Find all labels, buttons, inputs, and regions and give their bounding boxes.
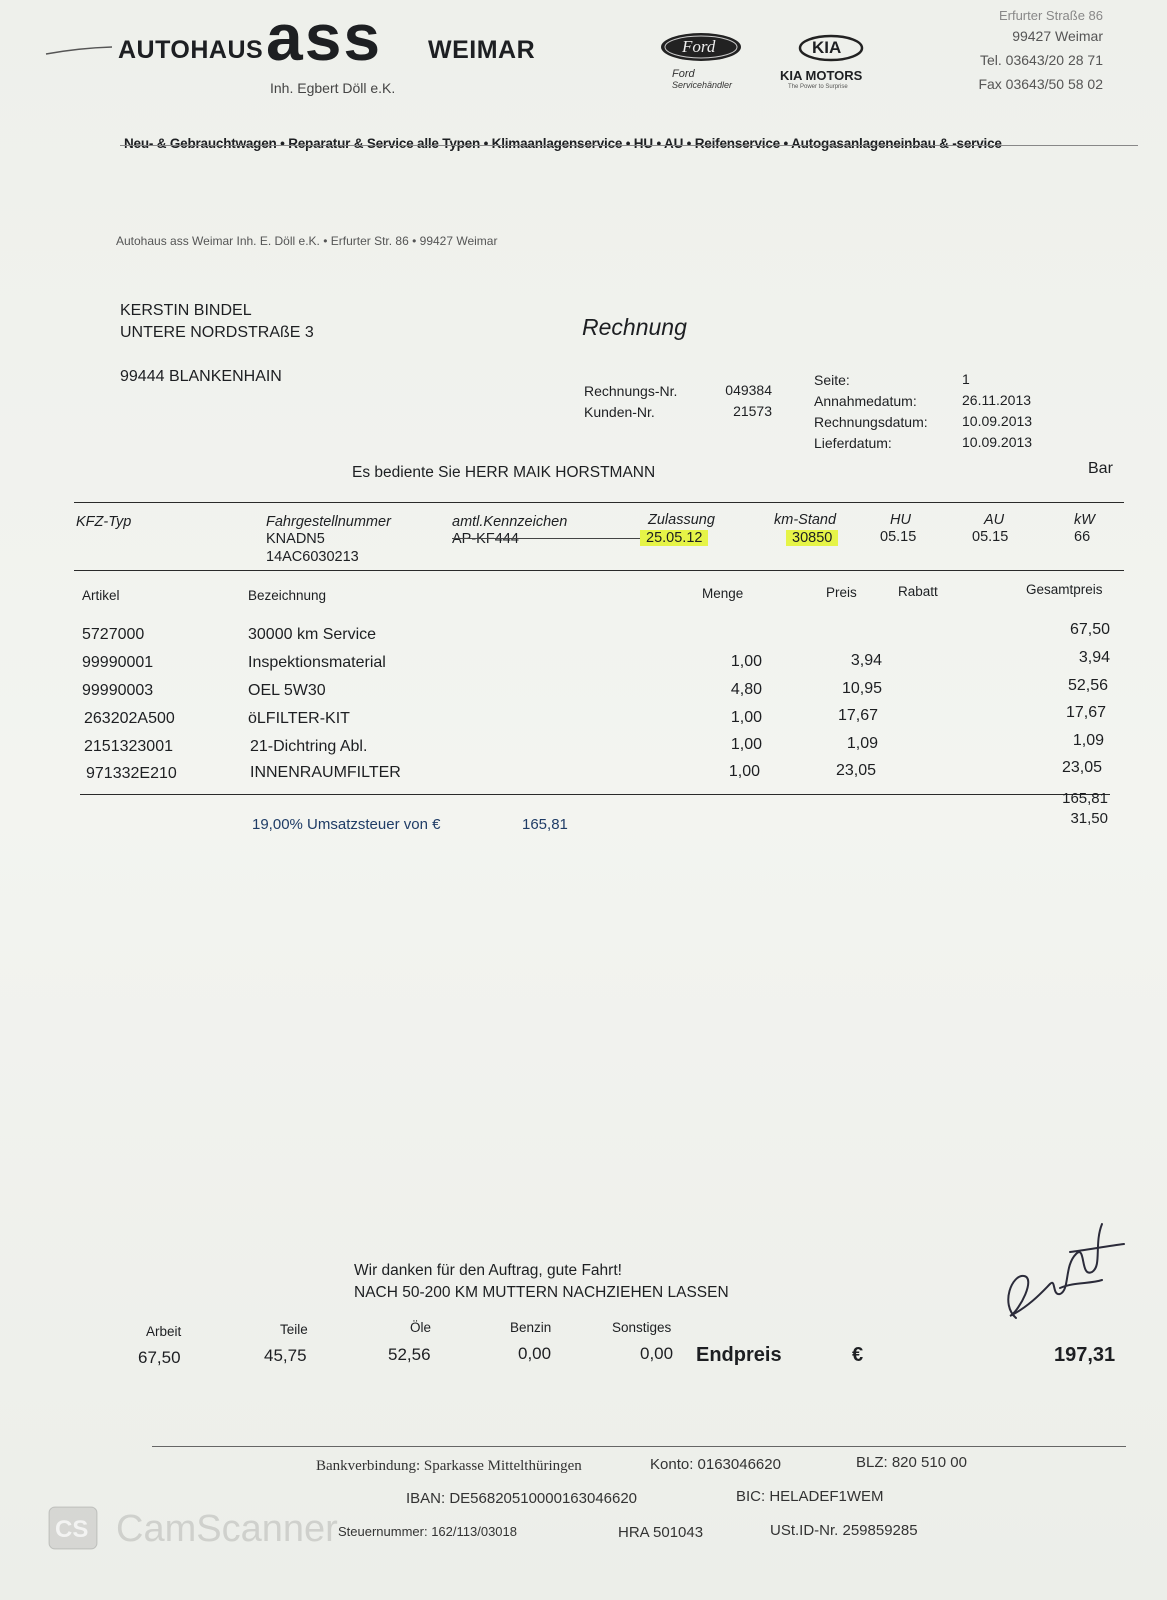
item-total: 23,05 (1061, 759, 1102, 776)
svg-text:CS: CS (55, 1516, 89, 1543)
ford-logo-text: Ford (682, 37, 716, 56)
kia-logo-text: KIA (812, 38, 842, 57)
item-quantity: 1,00 (728, 763, 760, 780)
vin-label: Fahrgestellnummer (266, 514, 391, 530)
item-price: 23,05 (835, 762, 876, 779)
delivery-date-label: Lieferdatum: (814, 435, 892, 451)
hu-date: 05.15 (880, 529, 917, 545)
parts-label: Teile (280, 1322, 308, 1337)
final-price: 197,31 (1054, 1344, 1116, 1366)
vehicle-bottom-rule (74, 570, 1124, 571)
bank-code: BLZ: 820 510 00 (856, 1454, 967, 1471)
recipient-city: 99444 BLANKENHAIN (120, 368, 282, 385)
owner-line: Inh. Egbert Döll e.K. (270, 80, 396, 96)
services-line: Neu- & Gebrauchtwagen • Reparatur & Service alle Typen • Klimaanlagenservice • HU • AU • Reifenservice • Autogasanlageneinbau & -service (124, 136, 1002, 151)
item-total: 3,94 (1078, 649, 1110, 666)
tax-base: 165,81 (522, 816, 568, 833)
customer-number-label: Kunden-Nr. (584, 404, 655, 420)
au-label: AU (984, 512, 1005, 528)
tax-text: 19,00% Umsatzsteuer von € (252, 816, 441, 833)
item-article: 99990003 (82, 682, 154, 699)
item-quantity: 4,80 (730, 681, 762, 698)
camscanner-watermark: CamScanner (116, 1508, 338, 1550)
tax-number: Steuernummer: 162/113/03018 (338, 1524, 517, 1539)
registration-date: 25.05.12 (640, 530, 708, 546)
hu-label: HU (890, 512, 911, 528)
item-quantity: 1,00 (730, 736, 762, 753)
bank-iban: IBAN: DE56820510000163046620 (406, 1490, 638, 1507)
ford-service-label (672, 68, 732, 90)
items-bottom-rule (80, 794, 1110, 795)
item-article: 99990001 (82, 654, 154, 671)
fuel-label: Benzin (510, 1320, 552, 1335)
item-total: 1,09 (1072, 732, 1104, 749)
payment-method: Bar (1088, 460, 1113, 477)
item-description: Inspektionsmaterial (248, 654, 386, 671)
bank-account: Konto: 0163046620 (650, 1456, 781, 1473)
item-quantity: 1,00 (730, 653, 762, 670)
trade-register: HRA 501043 (618, 1524, 704, 1541)
mileage-label: km-Stand (774, 512, 837, 528)
item-price: 3,94 (850, 652, 882, 669)
fuel-amount: 0,00 (518, 1344, 552, 1363)
parts-amount: 45,75 (264, 1346, 307, 1365)
item-article: 5727000 (82, 626, 145, 643)
plate-label: amtl.Kennzeichen (452, 514, 568, 530)
item-description: 30000 km Service (248, 626, 377, 643)
item-quantity: 1,00 (730, 709, 762, 726)
contact-street: Erfurter Straße 86 (998, 8, 1103, 23)
vehicle-top-rule (74, 502, 1124, 503)
served-by: Es bediente Sie HERR MAIK HORSTMANN (352, 464, 656, 481)
document-title: Rechnung (582, 314, 687, 340)
col-price: Preis (826, 585, 857, 600)
final-price-label: Endpreis (696, 1344, 782, 1366)
ford-sub-text: Servicehändler (672, 80, 733, 90)
sender-line: Autohaus ass Weimar Inh. E. Döll e.K. • Erfurter Str. 86 • 99427 Weimar (116, 234, 498, 248)
col-description: Bezeichnung (248, 588, 327, 603)
item-description: INNENRAUMFILTER (250, 764, 401, 781)
item-description: öLFILTER-KIT (248, 710, 350, 727)
oils-amount: 52,56 (388, 1345, 431, 1364)
delivery-date: 10.09.2013 (962, 434, 1033, 450)
au-date: 05.15 (972, 529, 1009, 545)
invoice-date: 10.09.2013 (962, 413, 1033, 429)
invoice-number: 049384 (725, 382, 772, 398)
misc-label: Sonstiges (612, 1320, 672, 1335)
currency-symbol: € (852, 1344, 864, 1366)
registration-label: Zulassung (648, 512, 715, 528)
invoice-date-label: Rechnungsdatum: (814, 414, 928, 430)
oils-label: Öle (410, 1320, 432, 1335)
recipient-street: UNTERE NORDSTRAßE 3 (120, 324, 314, 341)
services-underline (120, 145, 1138, 146)
vin-part-2: 14AC6030213 (266, 549, 359, 565)
col-total: Gesamtpreis (1026, 582, 1103, 597)
vehicle-type-label: KFZ-Typ (76, 514, 132, 530)
page-number: 1 (962, 371, 970, 387)
pen-stroke-mark (44, 44, 114, 58)
signature (990, 1214, 1130, 1334)
tax-amount: 31,50 (1070, 810, 1108, 827)
brand-weimar: WEIMAR (428, 36, 536, 64)
kia-logo (798, 34, 864, 62)
subtotal: 165,81 (1062, 790, 1108, 807)
bank-name: Bankverbindung: Sparkasse Mittelthüringen (316, 1458, 582, 1474)
item-total: 67,50 (1069, 621, 1110, 638)
item-total: 52,56 (1067, 677, 1108, 694)
torque-notice: NACH 50-200 KM MUTTERN NACHZIEHEN LASSEN (354, 1284, 729, 1301)
labor-amount: 67,50 (138, 1348, 181, 1367)
camscanner-logo-icon (48, 1506, 98, 1550)
item-price: 17,67 (837, 707, 878, 724)
item-price: 10,95 (841, 680, 882, 697)
labor-label: Arbeit (146, 1324, 182, 1339)
item-description: OEL 5W30 (248, 682, 326, 699)
license-plate: AP-KF444 (452, 531, 519, 547)
col-quantity: Menge (702, 586, 744, 601)
kw-value: 66 (1074, 529, 1091, 545)
ford-sub-brand: Ford (672, 68, 695, 80)
item-total: 17,67 (1065, 704, 1106, 721)
vin-part-1: KNADN5 (266, 531, 325, 547)
vat-id: USt.ID-Nr. 259859285 (770, 1522, 918, 1539)
bank-bic: BIC: HELADEF1WEM (736, 1488, 884, 1505)
misc-amount: 0,00 (640, 1344, 674, 1363)
item-article: 971332E210 (86, 765, 177, 782)
item-article: 2151323001 (84, 738, 173, 755)
ford-logo (660, 32, 742, 62)
mileage: 30850 (786, 530, 838, 546)
recipient-name: KERSTIN BINDEL (120, 302, 252, 319)
brand-logo-ass: ass (266, 0, 383, 74)
page-label: Seite: (814, 372, 850, 388)
invoice-number-label: Rechnungs-Nr. (584, 383, 678, 399)
item-price: 1,09 (846, 735, 878, 752)
acceptance-date: 26.11.2013 (962, 392, 1032, 408)
col-article: Artikel (82, 588, 120, 603)
item-description: 21-Dichtring Abl. (250, 738, 368, 755)
kia-tagline: The Power to Surprise (788, 84, 848, 90)
item-article: 263202A500 (84, 710, 175, 727)
bank-top-rule (152, 1446, 1126, 1447)
thanks-message: Wir danken für den Auftrag, gute Fahrt! (354, 1262, 622, 1279)
contact-city: 99427 Weimar (1012, 28, 1103, 44)
kw-label: kW (1074, 512, 1095, 528)
acceptance-date-label: Annahmedatum: (814, 393, 917, 409)
contact-tel: Tel. 03643/20 28 71 (980, 52, 1103, 68)
brand-autohaus: AUTOHAUS (118, 36, 264, 64)
col-discount: Rabatt (898, 584, 938, 599)
customer-number: 21573 (733, 403, 772, 419)
kia-motors-label: KIA MOTORS (780, 68, 863, 83)
contact-fax: Fax 03643/50 58 02 (978, 76, 1103, 92)
